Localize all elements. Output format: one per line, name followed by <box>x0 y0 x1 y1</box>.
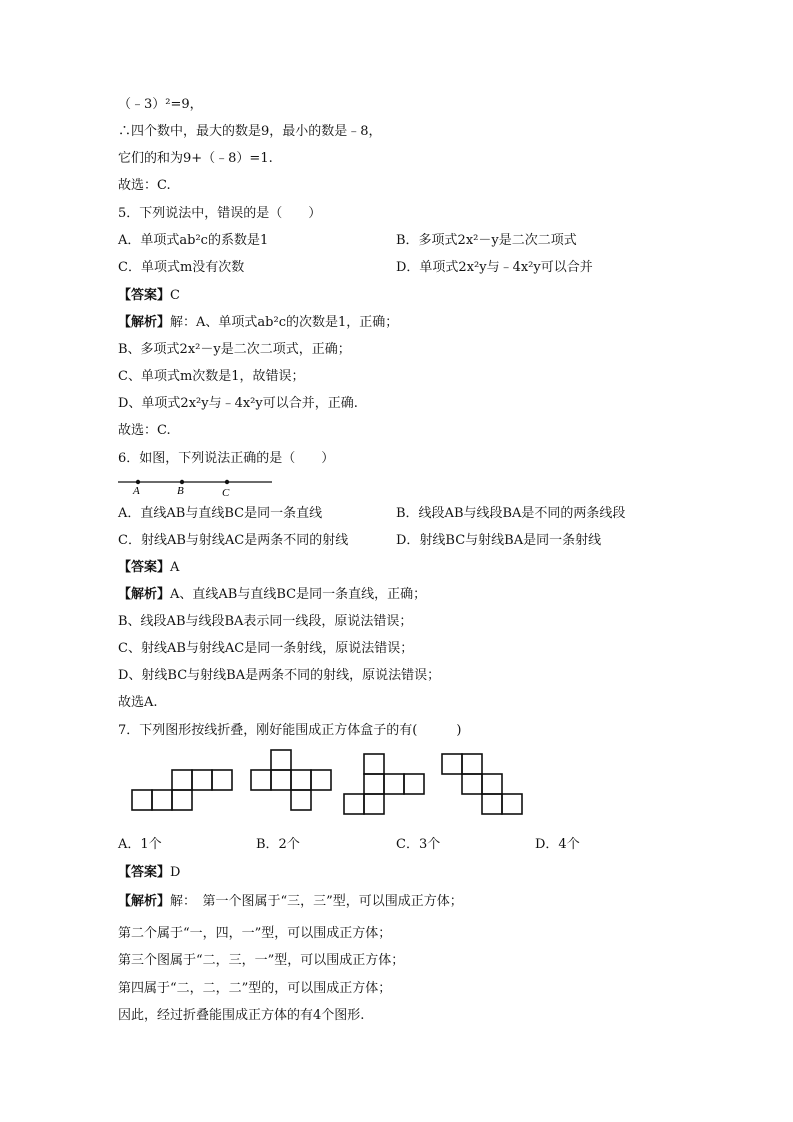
text-line: 因此，经过折叠能围成正方体的有4个图形. <box>118 1008 365 1023</box>
cube-net-3 <box>344 754 424 814</box>
text-line: C、射线AB与射线AC是同一条射线，原说法错误； <box>118 641 414 656</box>
cube-nets-figure <box>124 748 528 818</box>
text-line: 第三个图属于“二，三，一”型，可以围成正方体； <box>118 953 405 968</box>
q5-option-d: D．单项式2x²y与﹣4x²y可以合并 <box>396 260 593 275</box>
cube-net-1 <box>132 770 232 810</box>
text-line: 第四属于“二，二，二”型的，可以围成正方体； <box>118 981 392 996</box>
question-6: 6．如图，下列说法正确的是（ ） <box>118 451 335 466</box>
point-c-dot <box>225 480 229 484</box>
q5-answer <box>118 287 180 305</box>
question-5: 5．下列说法中，错误的是（ ） <box>118 206 322 221</box>
point-c-label: C <box>222 487 230 499</box>
point-a-dot <box>136 480 140 484</box>
q6-option-a: A．直线AB与直线BC是同一条直线 <box>118 506 323 521</box>
q7-option-b: B．2个 <box>256 837 300 852</box>
point-a-label: A <box>133 485 140 497</box>
text-line: 第二个属于“一，四，一”型，可以围成正方体； <box>118 926 392 941</box>
text-line: D、单项式2x²y与﹣4x²y可以合并，正确. <box>118 396 358 411</box>
q7-option-d: D．4个 <box>535 837 580 852</box>
text-line: ∴四个数中，最大的数是9，最小的数是﹣8， <box>118 124 382 139</box>
answer-value: A <box>170 560 180 575</box>
q7-analysis <box>118 893 463 911</box>
q6-answer <box>118 559 179 577</box>
analysis-label: 【解析】 <box>118 894 171 909</box>
point-b-dot <box>180 480 184 484</box>
q6-option-d: D．射线BC与射线BA是同一条射线 <box>396 533 602 548</box>
text-line: （﹣3）²=9， <box>118 97 203 112</box>
q5-option-b: B．多项式2x²－y是二次二项式 <box>396 233 577 248</box>
q5-analysis <box>118 314 398 332</box>
answer-label: 【答案】 <box>118 288 171 303</box>
answer-label: 【答案】 <box>118 865 171 880</box>
analysis-text: 解： 第一个图属于“三，三”型，可以围成正方体； <box>170 894 463 909</box>
q7-option-a: A．1个 <box>118 837 162 852</box>
q6-analysis <box>118 586 426 604</box>
q5-option-a: A．单项式ab²c的系数是1 <box>118 233 269 248</box>
text-line: B、线段AB与线段BA表示同一线段，原说法错误； <box>118 614 413 629</box>
q6-option-c: C．射线AB与射线AC是两条不同的射线 <box>118 533 349 548</box>
analysis-text: 解：A、单项式ab²c的次数是1，正确； <box>170 315 399 330</box>
cube-net-2 <box>251 750 331 810</box>
analysis-label: 【解析】 <box>118 587 171 602</box>
text-line: 故选A. <box>118 695 158 710</box>
text-line: C、单项式m次数是1，故错误； <box>118 369 305 384</box>
analysis-label: 【解析】 <box>118 315 171 330</box>
answer-value: D <box>170 865 181 880</box>
cube-net-4 <box>442 754 522 814</box>
text-line: 故选：C. <box>118 178 171 193</box>
line-figure <box>116 474 276 500</box>
q6-option-b: B．线段AB与线段BA是不同的两条线段 <box>396 506 626 521</box>
text-line: 它们的和为9+（﹣8）=1. <box>118 151 273 166</box>
text-line: B、多项式2x²－y是二次二项式，正确； <box>118 342 351 357</box>
answer-label: 【答案】 <box>118 560 171 575</box>
q7-option-c: C．3个 <box>396 837 441 852</box>
q5-option-c: C．单项式m没有次数 <box>118 260 245 275</box>
analysis-text: A、直线AB与直线BC是同一条直线，正确； <box>170 587 427 602</box>
question-7: 7．下列图形按线折叠，刚好能围成正方体盒子的有( ) <box>118 723 462 738</box>
text-line: D、射线BC与射线BA是两条不同的射线，原说法错误； <box>118 668 441 683</box>
text-line: 故选：C. <box>118 423 171 438</box>
q7-answer <box>118 864 180 882</box>
point-b-label: B <box>177 485 184 497</box>
answer-value: C <box>170 288 180 303</box>
